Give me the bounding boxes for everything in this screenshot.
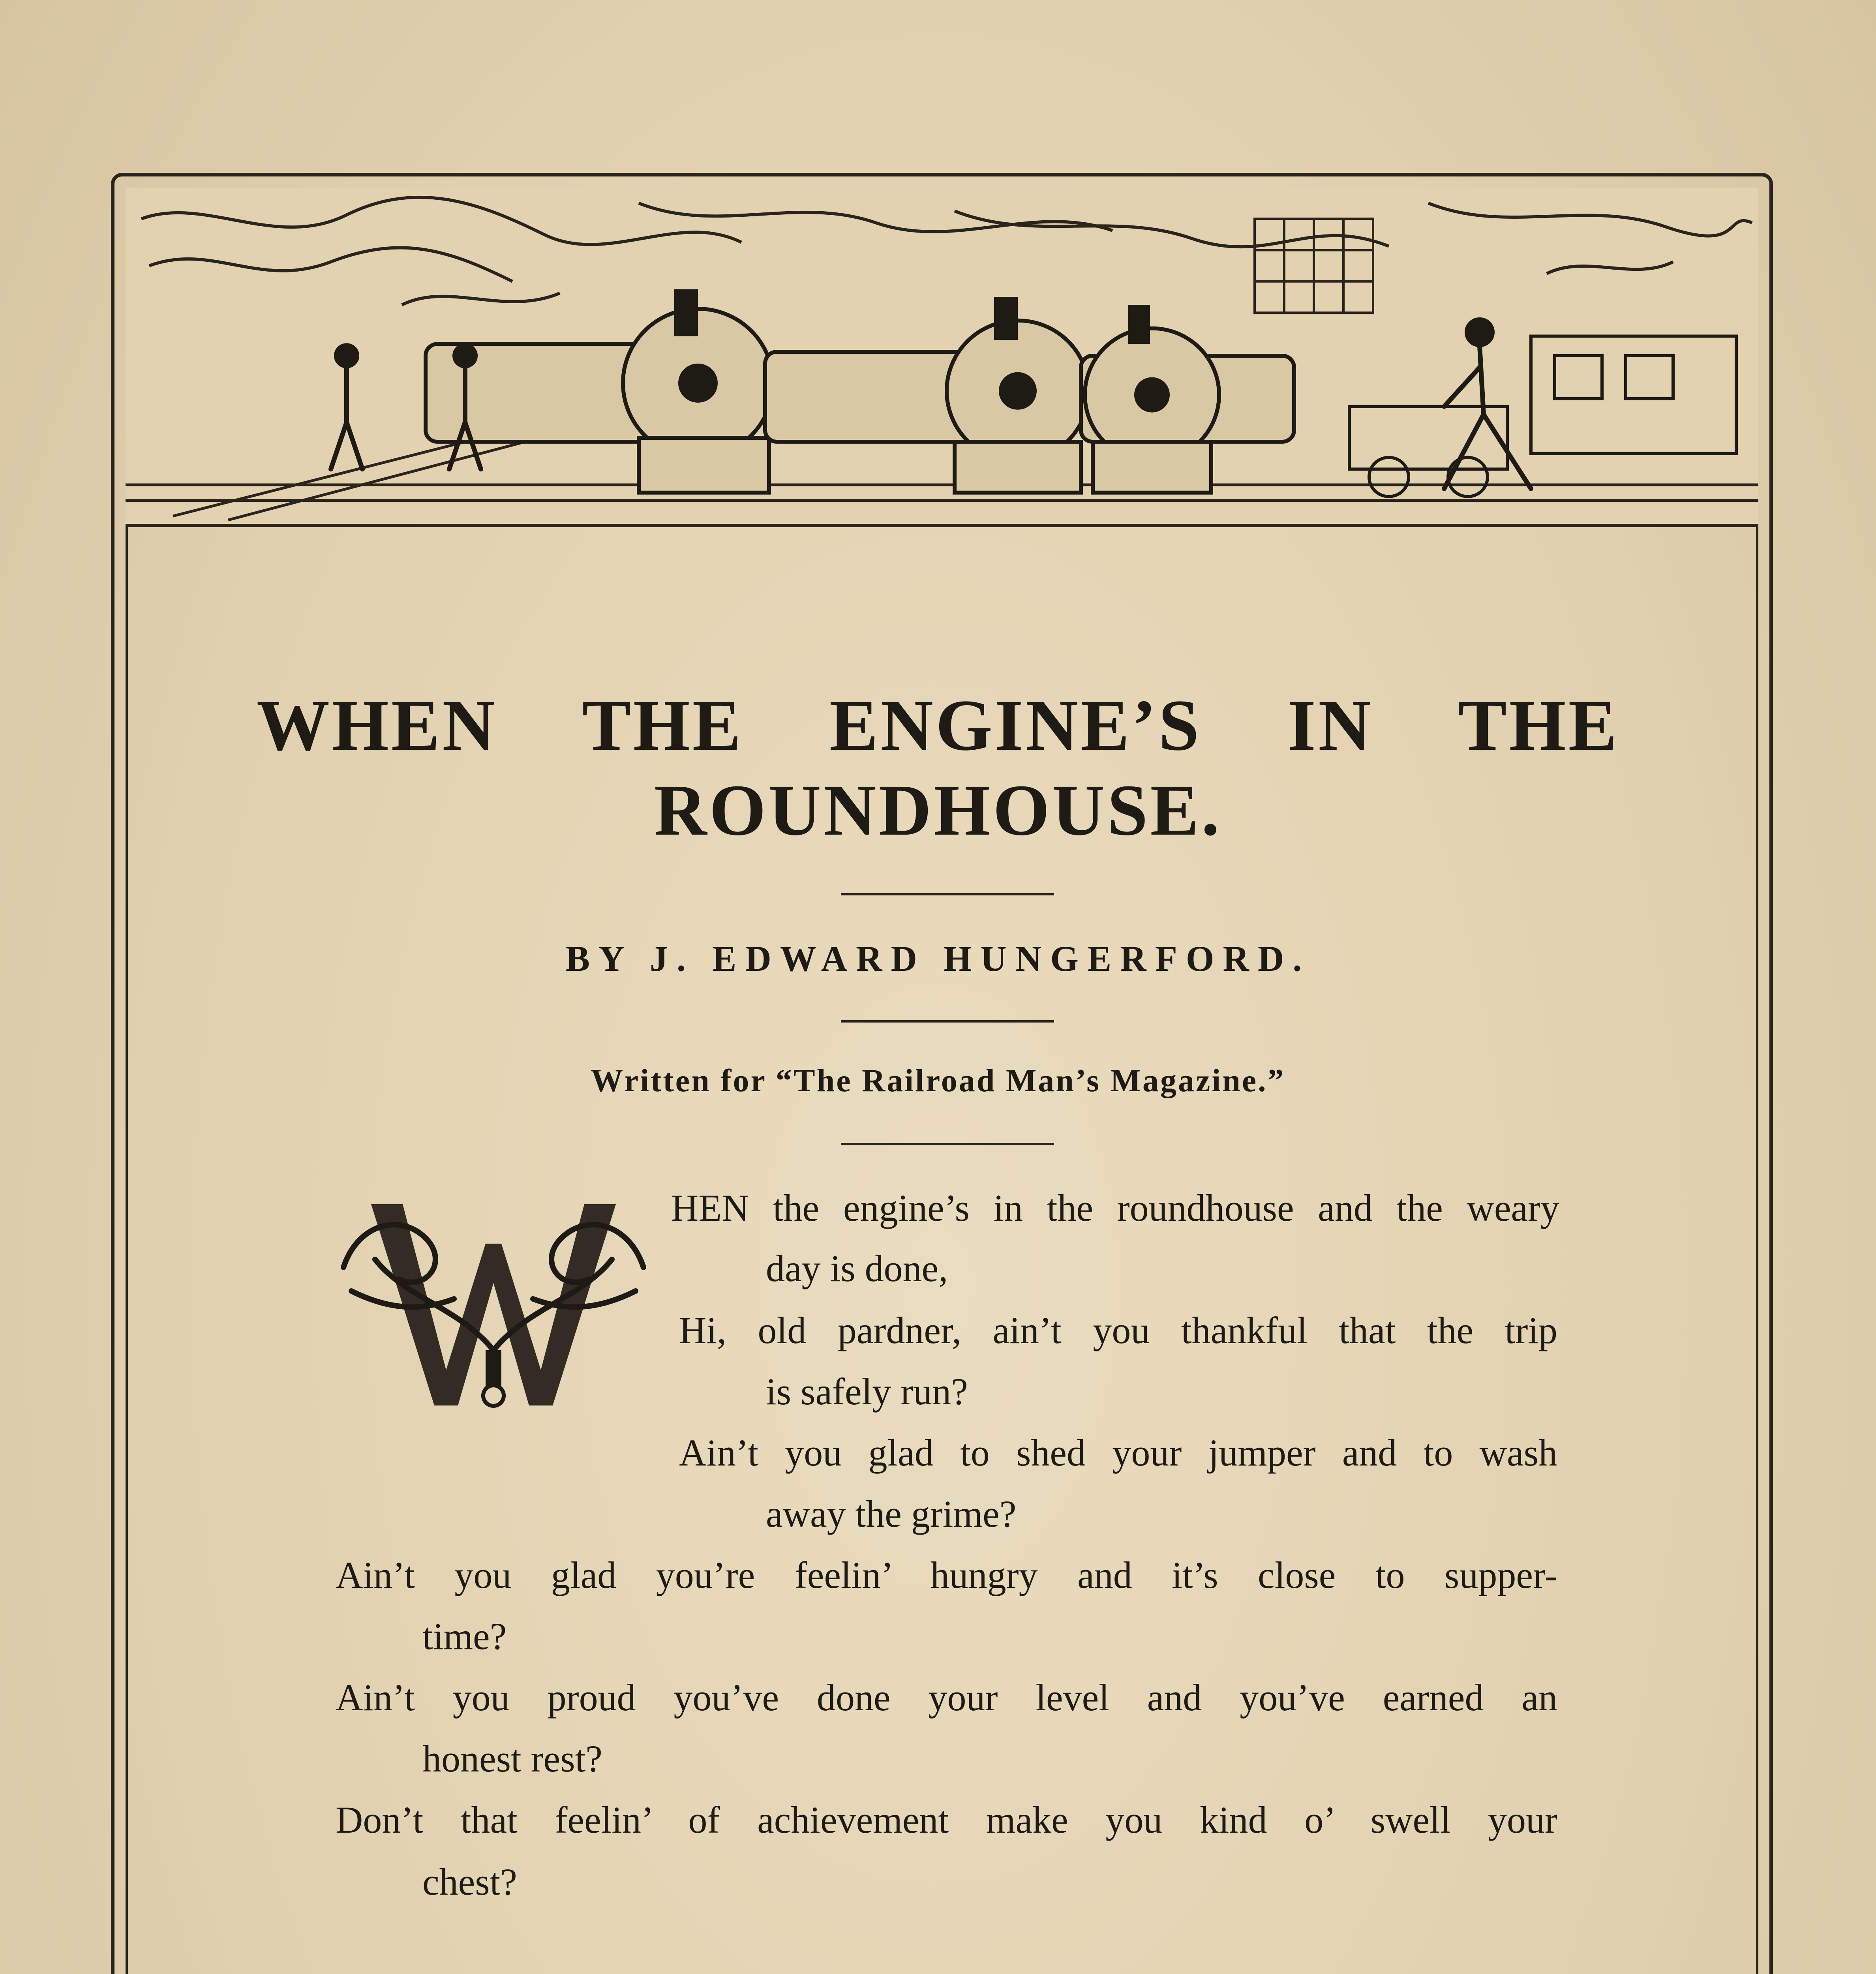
divider-rule	[841, 893, 1054, 895]
poem-line: day is done,	[766, 1247, 948, 1289]
divider-rule	[841, 1020, 1054, 1023]
ornamental-w-initial-icon	[328, 1180, 659, 1417]
title-line-1: WHEN THE ENGINE’S IN THE	[257, 685, 1619, 766]
divider-rule	[841, 1143, 1054, 1145]
poem-line: Ain’t you glad you’re feelin’ hungry and it’s close to supper-	[336, 1554, 1557, 1596]
poem-line: Ain’t you proud you’ve done your level and you’ve earned an	[336, 1676, 1557, 1719]
poem-line: away the grime?	[766, 1493, 1017, 1535]
page-title	[257, 683, 1619, 853]
poem-line: Hi, old pardner, ain’t you thankful that the trip	[679, 1309, 1557, 1351]
poem-line: honest rest?	[422, 1738, 602, 1780]
poem-line: Ain’t you glad to shed your jumper and to wash	[679, 1432, 1557, 1474]
title-line-2: ROUNDHOUSE.	[654, 770, 1222, 851]
poem-line: chest?	[422, 1861, 517, 1903]
byline: BY J. EDWARD HUNGERFORD.	[565, 938, 1311, 979]
poem-line: is safely run?	[766, 1370, 968, 1413]
poem-line: Don’t that feelin’ of achievement make you kind o’ swell your	[336, 1799, 1557, 1841]
locomotives-illustration-icon	[126, 188, 1758, 527]
poem-line: time?	[422, 1615, 507, 1657]
written-for-note: Written for “The Railroad Man’s Magazine.”	[591, 1062, 1285, 1098]
poem-line: HEN the engine’s in the roundhouse and the weary	[671, 1187, 1559, 1229]
